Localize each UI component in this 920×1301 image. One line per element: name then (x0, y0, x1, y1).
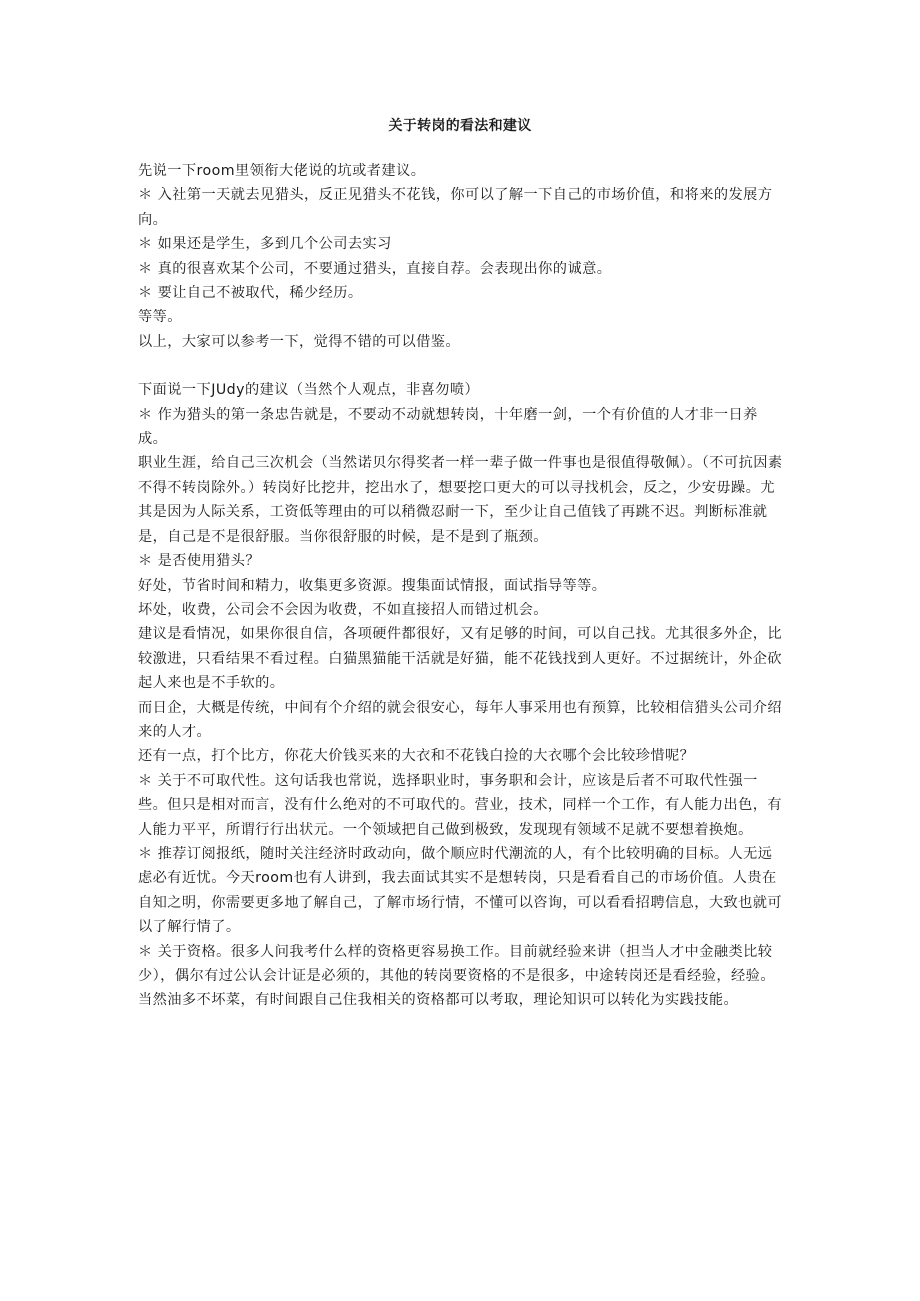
section1-item: ＊ 如果还是学生，多到几个公司去实习 (138, 236, 392, 253)
document-title: 关于转岗的看法和建议 (388, 118, 532, 134)
section2-paragraph: ＊ 作为猎头的第一条忠告就是，不要动不动就想转岗，十年磨一剑，一个有价值的人才非一日养成。 (138, 406, 758, 448)
section2-paragraph: ＊ 是否使用猎头？ (138, 553, 261, 570)
section2-paragraph: 职业生涯，给自己三次机会（当然诺贝尔得奖者一样一辈子做一件事也是很值得敬佩）。（不可抗因素不得不转岗除外。）转岗好比挖井，挖出水了，想要挖口更大的可以寻找机会，反之，少安毋躁。尤其是因为人际关系，工资低等理由的可以稍微忍耐一下，至少让自己值钱了再跳不迟。判断标准就是，自己是不是很舒服。当你很舒服的时候，是不是到了瓶颈。 (138, 455, 783, 545)
section1-item: ＊ 要让自己不被取代，稀少经历。 (138, 285, 363, 302)
section2-intro: 下面说一下JUdy的建议（当然个人观点，非喜勿喷） (138, 382, 480, 399)
section1-item: ＊ 入社第一天就去见猎头，反正见猎头不花钱，你可以了解一下自己的市场价值，和将来的发展方向。 (138, 187, 773, 228)
section1-intro: 先说一下room里领衔大佬说的坑或者建议。 (138, 163, 426, 179)
section2-paragraph: 还有一点，打个比方，你花大价钱买来的大衣和不花钱白捡的大衣哪个会比较珍惜呢？ (138, 748, 695, 765)
section1-item: ＊ 真的很喜欢某个公司，不要通过猎头，直接自荐。会表现出你的诚意。 (138, 260, 612, 277)
document-body (138, 159, 786, 1013)
section1-closing: 以上，大家可以参考一下，觉得不错的可以借鉴。 (138, 333, 461, 350)
section2-paragraph: 坏处，收费，公司会不会因为收费，不如直接招人而错过机会。 (138, 601, 548, 618)
section2-paragraph: ＊ 关于资格。很多人问我考什么样的资格更容易换工作。目前就经验来讲（担当人才中金融类比较少），偶尔有过公认会计证是必须的，其他的转岗要资格的不是很多，中途转岗还是看经验，经验。当然油多不坏菜，有时间跟自己住我相关的资格都可以考取，理论知识可以转化为实践技能。 (138, 943, 775, 1009)
section2-paragraph: ＊ 关于不可取代性。这句话我也常说，选择职业时，事务职和会计，应该是后者不可取代性强一些。但只是相对而言，没有什么绝对的不可取代的。营业，技术，同样一个工作，有人能力出色，有人能力平平，所谓行行出状元。一个领域把自己做到极致，发现现有领域不足就不要想着换炮。 (138, 772, 783, 838)
section2-paragraph: 好处，节省时间和精力，收集更多资源。搜集面试情报，面试指导等等。 (138, 577, 607, 594)
section2-paragraph: 建议是看情况，如果你很自信，各项硬件都很好，又有足够的时间，可以自己找。尤其很多外企，比较激进，只看结果不看过程。白猫黑猫能干活就是好猫，能不花钱找到人更好。不过据统计，外企砍起人来也是不手软的。 (138, 626, 783, 692)
paragraph-gap (138, 354, 786, 378)
section2-paragraph: ＊ 推荐订阅报纸，随时关注经济时政动向，做个顺应时代潮流的人，有个比较明确的目标。人无远虑必有近忧。今天room也有人讲到，我去面试其实不是想转岗，只是看看自己的市场价值。人贵在自知之明，你需要更多地了解自己，了解市场行情，不懂可以咨询，可以看看招聘信息，大致也就可以了解行情了。 (138, 845, 783, 936)
section2-paragraph: 而日企，大概是传统，中间有个介绍的就会很安心，每年人事采用也有预算，比较相信猎头公司介绍来的人才。 (138, 699, 783, 740)
section1-etc: 等等。 (138, 309, 182, 326)
